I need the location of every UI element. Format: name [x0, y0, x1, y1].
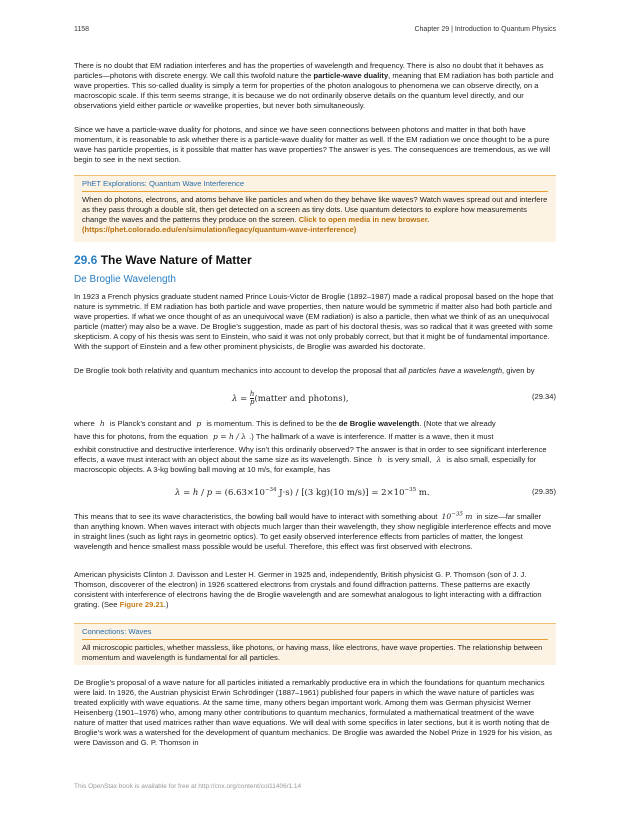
connections-box-body: All microscopic particles, whether massless, like photons, or having mass, like electrons, have wave properties. The relationship between momentum and wavelength is fundamental for all particles. [82, 643, 543, 662]
phet-media-link[interactable]: Click to open media in new browser. (https://phet.colorado.edu/en/simulation/legacy/quantum-wave-interference) [82, 215, 430, 234]
intro-paragraph-1: There is no doubt that EM radiation interferes and has the properties of wavelength and frequency. There is also no doubt that it behaves as particles—photons with discrete energy. We call this twofold nature the particle-wave duality, meaning that EM radiation has both particle and wave properties. This so-called duality is simply a term for properties of the photon analogous to phenomena we can observe directly, on a macroscopic scale. If this term seems strange, it is because we do not ordinarily observe details on the quantum level directly, and our observations yield either particle or wavelike properties, but never both simultaneously. [74, 61, 554, 110]
equation-29-35: $\lambda = h / p = (6.63\times 10^{-34}$ J·s) / [(3 kg)(10 $m/s)] = 2\times 10^{-35}$ m. [175, 487, 430, 498]
wavelength-explanation-paragraph: where h is Planck’s constant and p is momentum. This is defined to be the de Broglie wavelength. (Note that we already have this for photons, from the equation p = h / λ .) The hallmark of a wave is interference. If matter is a wave, then it must exhibit constructive and destructive interference. Why isn’t this ordinarily observed? The answer is that in order to see significant interference effects, a wave must interact with an object about the same size as its wavelength. Since h is very small, λ is also small, especially for macroscopic objects. A 3-kg bowling ball moving at 10 m/s, for example, has [74, 419, 547, 474]
connections-box-divider [82, 639, 548, 640]
running-header: Chapter 29 | Introduction to Quantum Physics [414, 26, 556, 33]
phet-box-title: PhET Explorations: Quantum Wave Interference [82, 179, 245, 188]
equation-29-34: λ = $\frac{h}{p}$ (matter and photons), [232, 390, 349, 406]
phet-explorations-box [74, 175, 556, 242]
schrodinger-heisenberg-paragraph: De Broglie’s proposal of a wave nature for all particles initiated a remarkably productive era in which the foundations for quantum mechanics were laid. In 1926, the Austrian physicist Erwin Schrödinger (1887–1961) published four papers in which the wave nature of particles was treated explicitly with wave equations. At the same time, many others began important work. Among them was German physicist Werner Heisenberg (1901–1976) who, among many other contributions to quantum mechanics, formulated a mathematical treatment of the wave nature of matter that used matrices rather than wave equations. We will deal with some specifics in later sections, but it is worth noting that de Broglie’s work was a watershed for the development of quantum mechanics. De Broglie was awarded the Nobel Prize in 1929 for his vision, as were Davisson and G. P. Thomson in [74, 678, 553, 747]
subsection-title: De Broglie Wavelength [74, 274, 176, 285]
section-heading [74, 253, 252, 267]
figure-29-21-link[interactable]: Figure 29.21 [119, 600, 164, 609]
page-footer: This OpenStax book is available for free at http://cnx.org/content/col11406/1.14 [74, 783, 302, 790]
davisson-germer-paragraph: American physicists Clinton J. Davisson and Lester H. Germer in 1925 and, independently, British physicist G. P. Thomson (son of J. J. Thomson, discoverer of the electron) in 1926 scattered electrons from crystals and found diffraction patterns. These patterns are exactly consistent with interference of electrons having the de Broglie wavelength and are somewhat analogous to light interacting with a diffraction grating. (See Figure 29.21.) [74, 570, 542, 609]
section-number: 29.6 [74, 253, 98, 267]
de-broglie-history-paragraph: In 1923 a French physics graduate student named Prince Louis-Victor de Broglie (1892–1987) made a radical proposal based on the hope that nature is symmetric. If EM radiation has both particle and wave properties, then nature would be symmetric if matter also had both particle and wave properties. If what we once thought of as an unequivocal wave (EM radiation) is also a particle, then what we think of as an unequivocal particle (matter) may also be a wave. De Broglie’s suggestion, made as part of his doctoral thesis, was so radical that it was greeted with some skepticism. A copy of his thesis was sent to Einstein, who said it was not only probably correct, but that it might be of fundamental importance. With the support of Einstein and a few other prominent physicists, de Broglie was awarded his doctorate. [74, 292, 554, 351]
section-title: The Wave Nature of Matter [100, 253, 252, 267]
page-number: 1158 [74, 26, 90, 33]
bowling-ball-paragraph: This means that to see its wave characteristics, the bowling ball would have to interact with something about $10^{-35}$ m in size—far smaller than anything known. When waves interact with objects much larger than their wavelength, they show negligible interference effects and move in straight lines (such as light rays in geometric optics). To get easily observed interference effects from particles of matter, the longest wavelength and hence smallest mass possible would be useful. Therefore, this effect was first observed with electrons. [74, 511, 552, 551]
phet-box-divider [82, 191, 548, 192]
connections-box-title: Connections: Waves [82, 627, 152, 636]
phet-box-body: When do photons, electrons, and atoms behave like particles and when do they behave like waves? Watch waves spread out and interfere as they pass through a double slit, then get detected on a screen as tiny dots. Use quantum detectors to explore how measurements change the waves and the patterns they produce on the screen. Click to open media in new browser. (https://phet.colorado.edu/en/simulation/legacy/quantum-wave-interference) [82, 195, 548, 234]
connections-waves-box [74, 623, 556, 665]
equation-number-29-34: (29.34) [531, 392, 556, 401]
intro-paragraph-2: Since we have a particle-wave duality for photons, and since we have seen connections between photons and matter in that both have momentum, it is reasonable to ask whether there is a particle-wave duality for matter as well. If the EM radiation we once thought to be a pure wave has particle properties, is it possible that matter has wave properties? The answer is yes. The consequences are tremendous, as we will begin to see in the next section. [74, 125, 551, 164]
equation-number-29-35: (29.35) [531, 487, 556, 496]
de-broglie-proposal-paragraph: De Broglie took both relativity and quantum mechanics into account to develop the proposal that all particles have a wavelength, given by [74, 366, 535, 375]
